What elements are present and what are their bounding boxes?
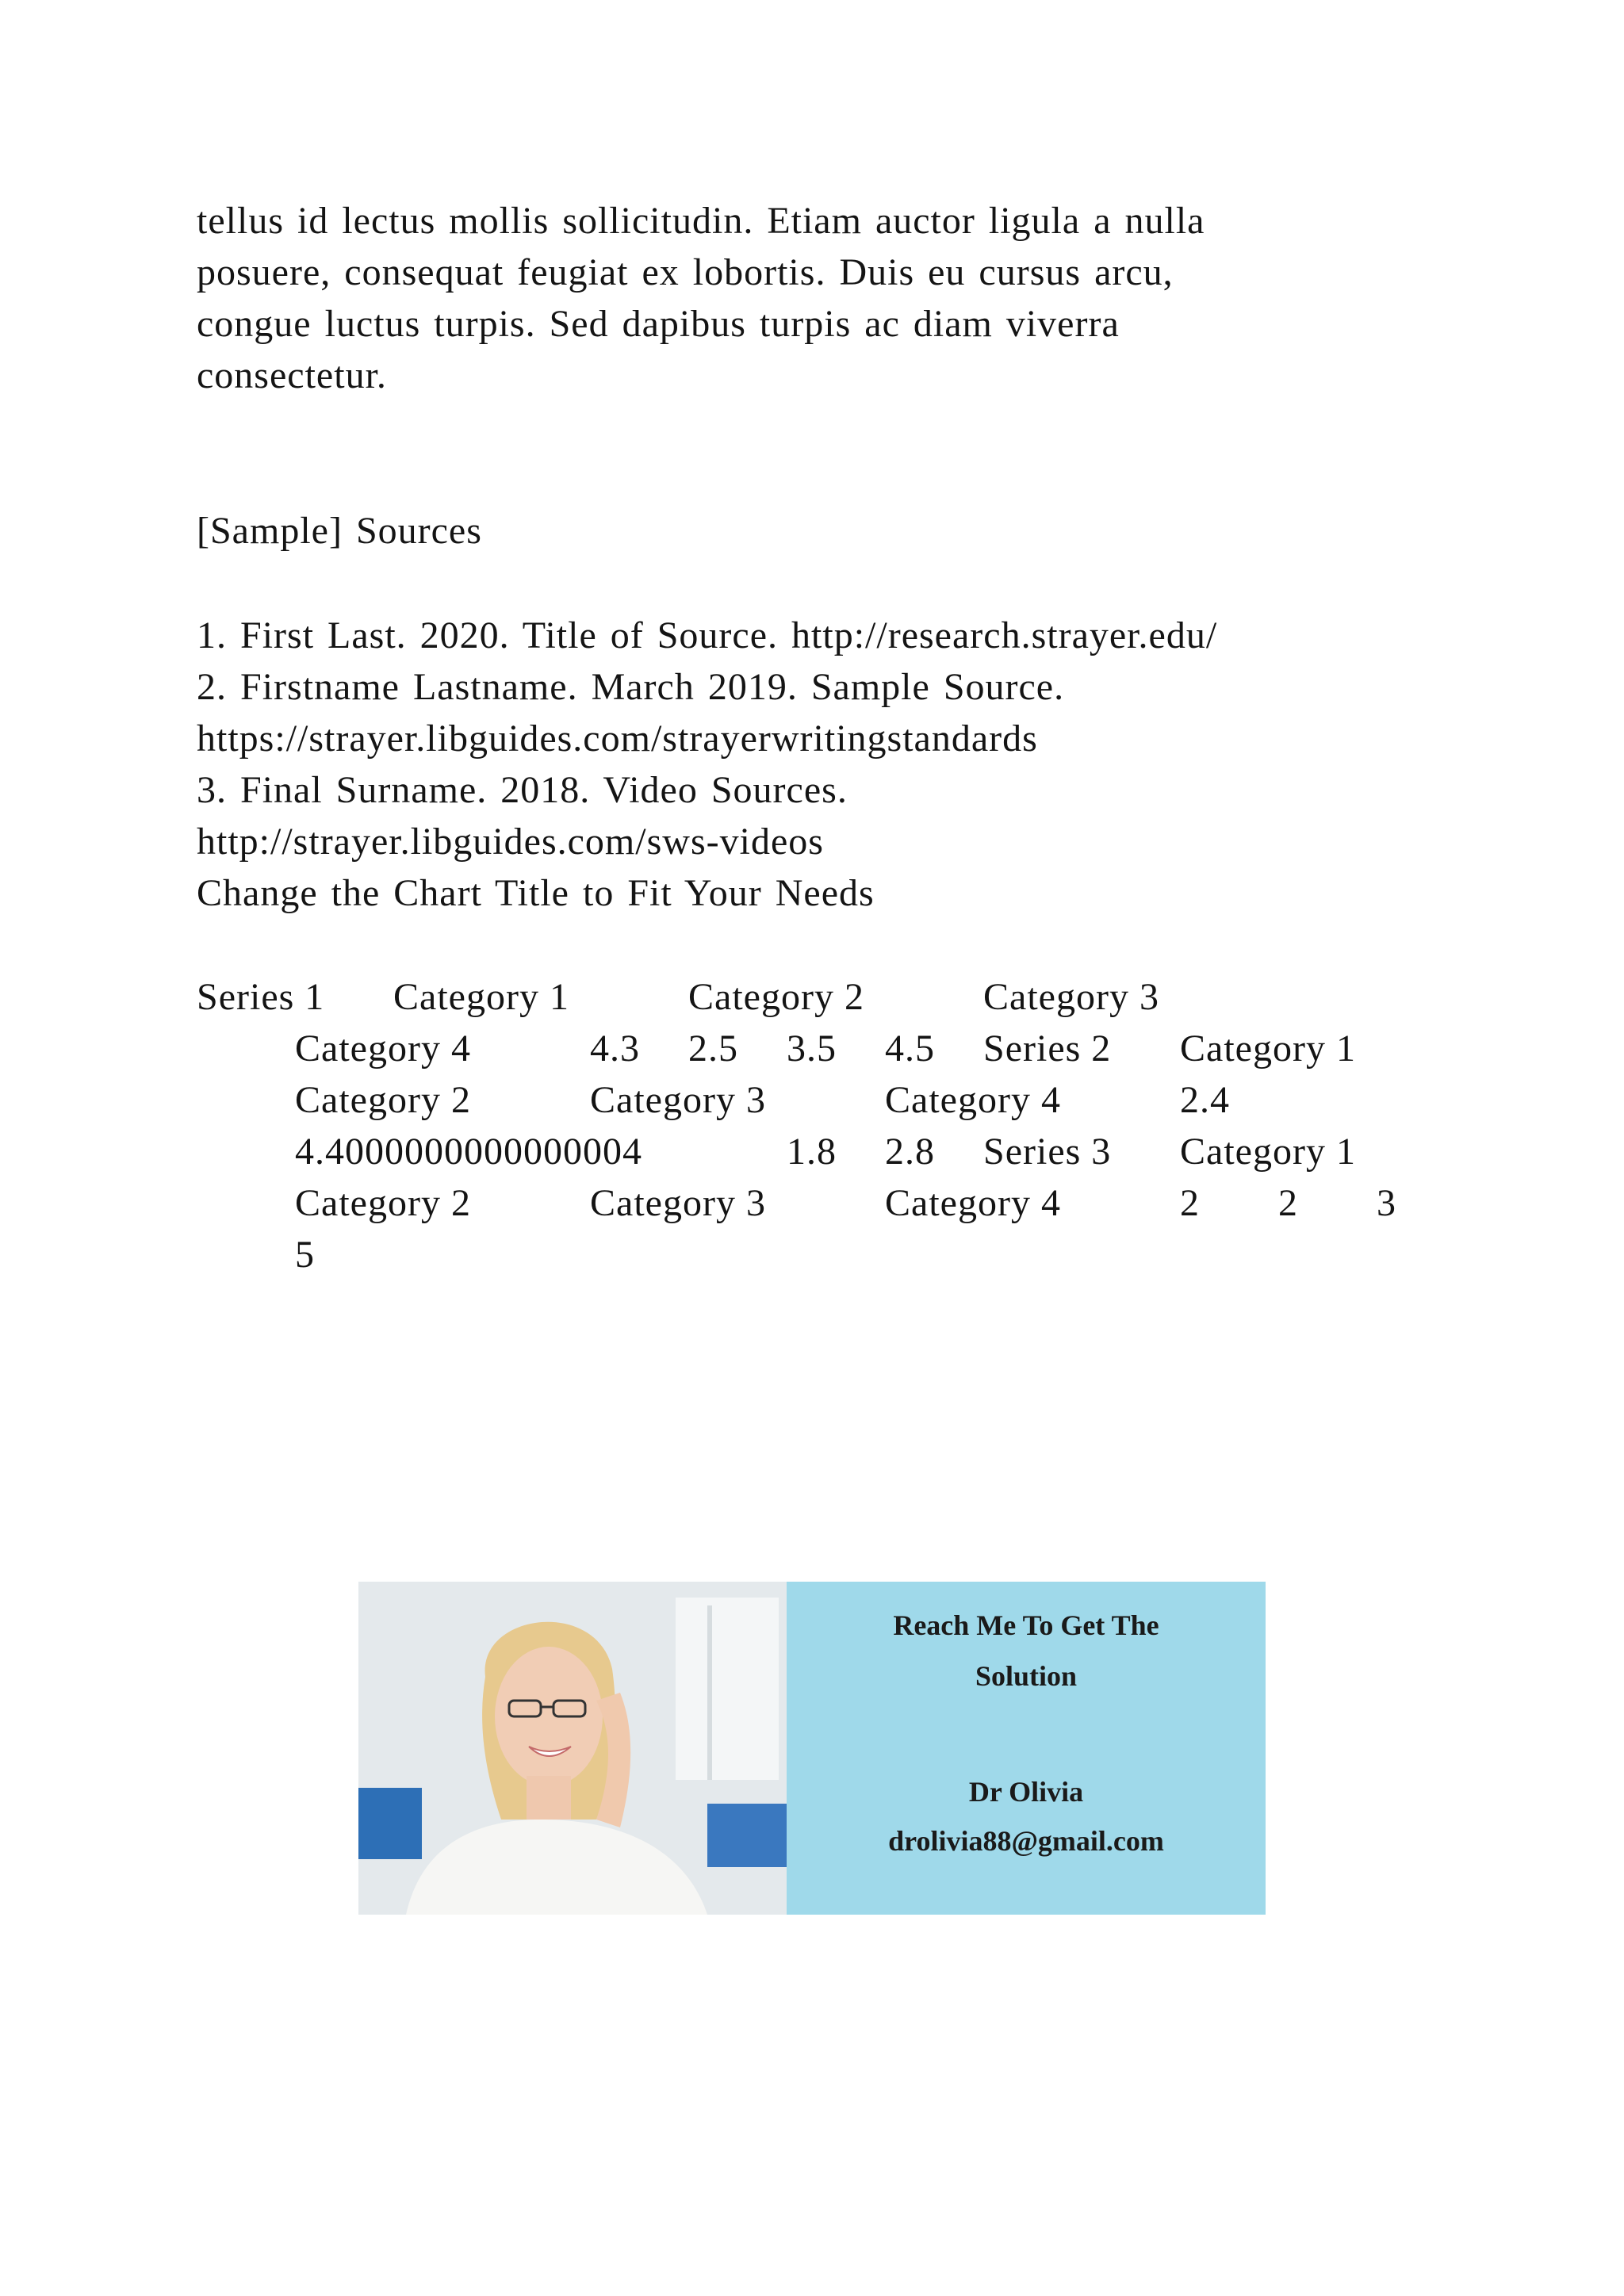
series-1-category-3: Category 3	[983, 976, 1159, 1018]
series-2-category-1: Category 1	[1180, 1027, 1356, 1070]
source-link: http://strayer.libguides.com/sws-videos	[197, 821, 824, 863]
body-line: consectetur.	[197, 354, 387, 396]
series-1-category-1: Category 1	[393, 976, 569, 1018]
series-1-name: Series 1	[197, 976, 325, 1018]
series-1-value-1: 4.3	[590, 1027, 640, 1070]
source-link: https://strayer.libguides.com/strayerwritingstandards	[197, 718, 1038, 760]
series-2-category-4: Category 4	[885, 1079, 1061, 1121]
series-1-value-3: 3.5	[787, 1027, 837, 1070]
source-item: 2. Firstname Lastname. March 2019. Sample Source.	[197, 666, 1065, 708]
series-2-value-2: 4.4000000000000004	[295, 1131, 642, 1173]
woman-with-glasses-photo-icon	[358, 1582, 787, 1915]
chart-row	[0, 1023, 1624, 1075]
body-line: posuere, consequat feugiat ex lobortis. Duis eu cursus arcu,	[197, 251, 1174, 293]
contact-banner	[358, 1582, 1266, 1915]
series-2-value-1: 2.4	[1180, 1079, 1230, 1121]
body-line: congue luctus turpis. Sed dapibus turpis ac diam viverra	[197, 303, 1120, 345]
chart-row	[0, 1126, 1624, 1178]
sources-heading: [Sample] Sources	[197, 510, 482, 552]
contact-email: drolivia88@gmail.com	[888, 1825, 1164, 1857]
series-2-name: Series 2	[983, 1027, 1112, 1070]
series-1-category-4: Category 4	[295, 1027, 471, 1070]
chart-row	[0, 1177, 1624, 1230]
source-item: 1. First Last. 2020. Title of Source. http://research.strayer.edu/	[197, 614, 1218, 656]
series-3-category-2: Category 2	[295, 1182, 471, 1224]
chart-row	[0, 971, 1624, 1024]
series-3-category-4: Category 4	[885, 1182, 1061, 1224]
series-1-value-4: 4.5	[885, 1027, 935, 1070]
series-2-value-3: 1.8	[787, 1131, 837, 1173]
chart-title-line: Change the Chart Title to Fit Your Needs	[197, 872, 875, 914]
series-3-category-3: Category 3	[590, 1182, 766, 1224]
banner-headline: Reach Me To Get The	[893, 1609, 1159, 1641]
series-3-value-3: 3	[1377, 1182, 1396, 1224]
chart-row	[0, 1229, 1624, 1281]
series-3-category-1: Category 1	[1180, 1131, 1356, 1173]
series-3-value-4: 5	[295, 1234, 315, 1276]
body-line: tellus id lectus mollis sollicitudin. Etiam auctor ligula a nulla	[197, 200, 1205, 242]
series-3-name: Series 3	[983, 1131, 1112, 1173]
source-item: 3. Final Surname. 2018. Video Sources.	[197, 769, 848, 811]
series-3-value-1: 2	[1180, 1182, 1200, 1224]
series-2-category-2: Category 2	[295, 1079, 471, 1121]
series-3-value-2: 2	[1278, 1182, 1298, 1224]
series-2-value-4: 2.8	[885, 1131, 935, 1173]
chart-row	[0, 1074, 1624, 1127]
contact-panel	[787, 1582, 1266, 1915]
series-1-value-2: 2.5	[688, 1027, 738, 1070]
series-2-category-3: Category 3	[590, 1079, 766, 1121]
series-1-category-2: Category 2	[688, 976, 864, 1018]
contact-name: Dr Olivia	[968, 1776, 1084, 1808]
banner-headline-2: Solution	[975, 1660, 1078, 1692]
